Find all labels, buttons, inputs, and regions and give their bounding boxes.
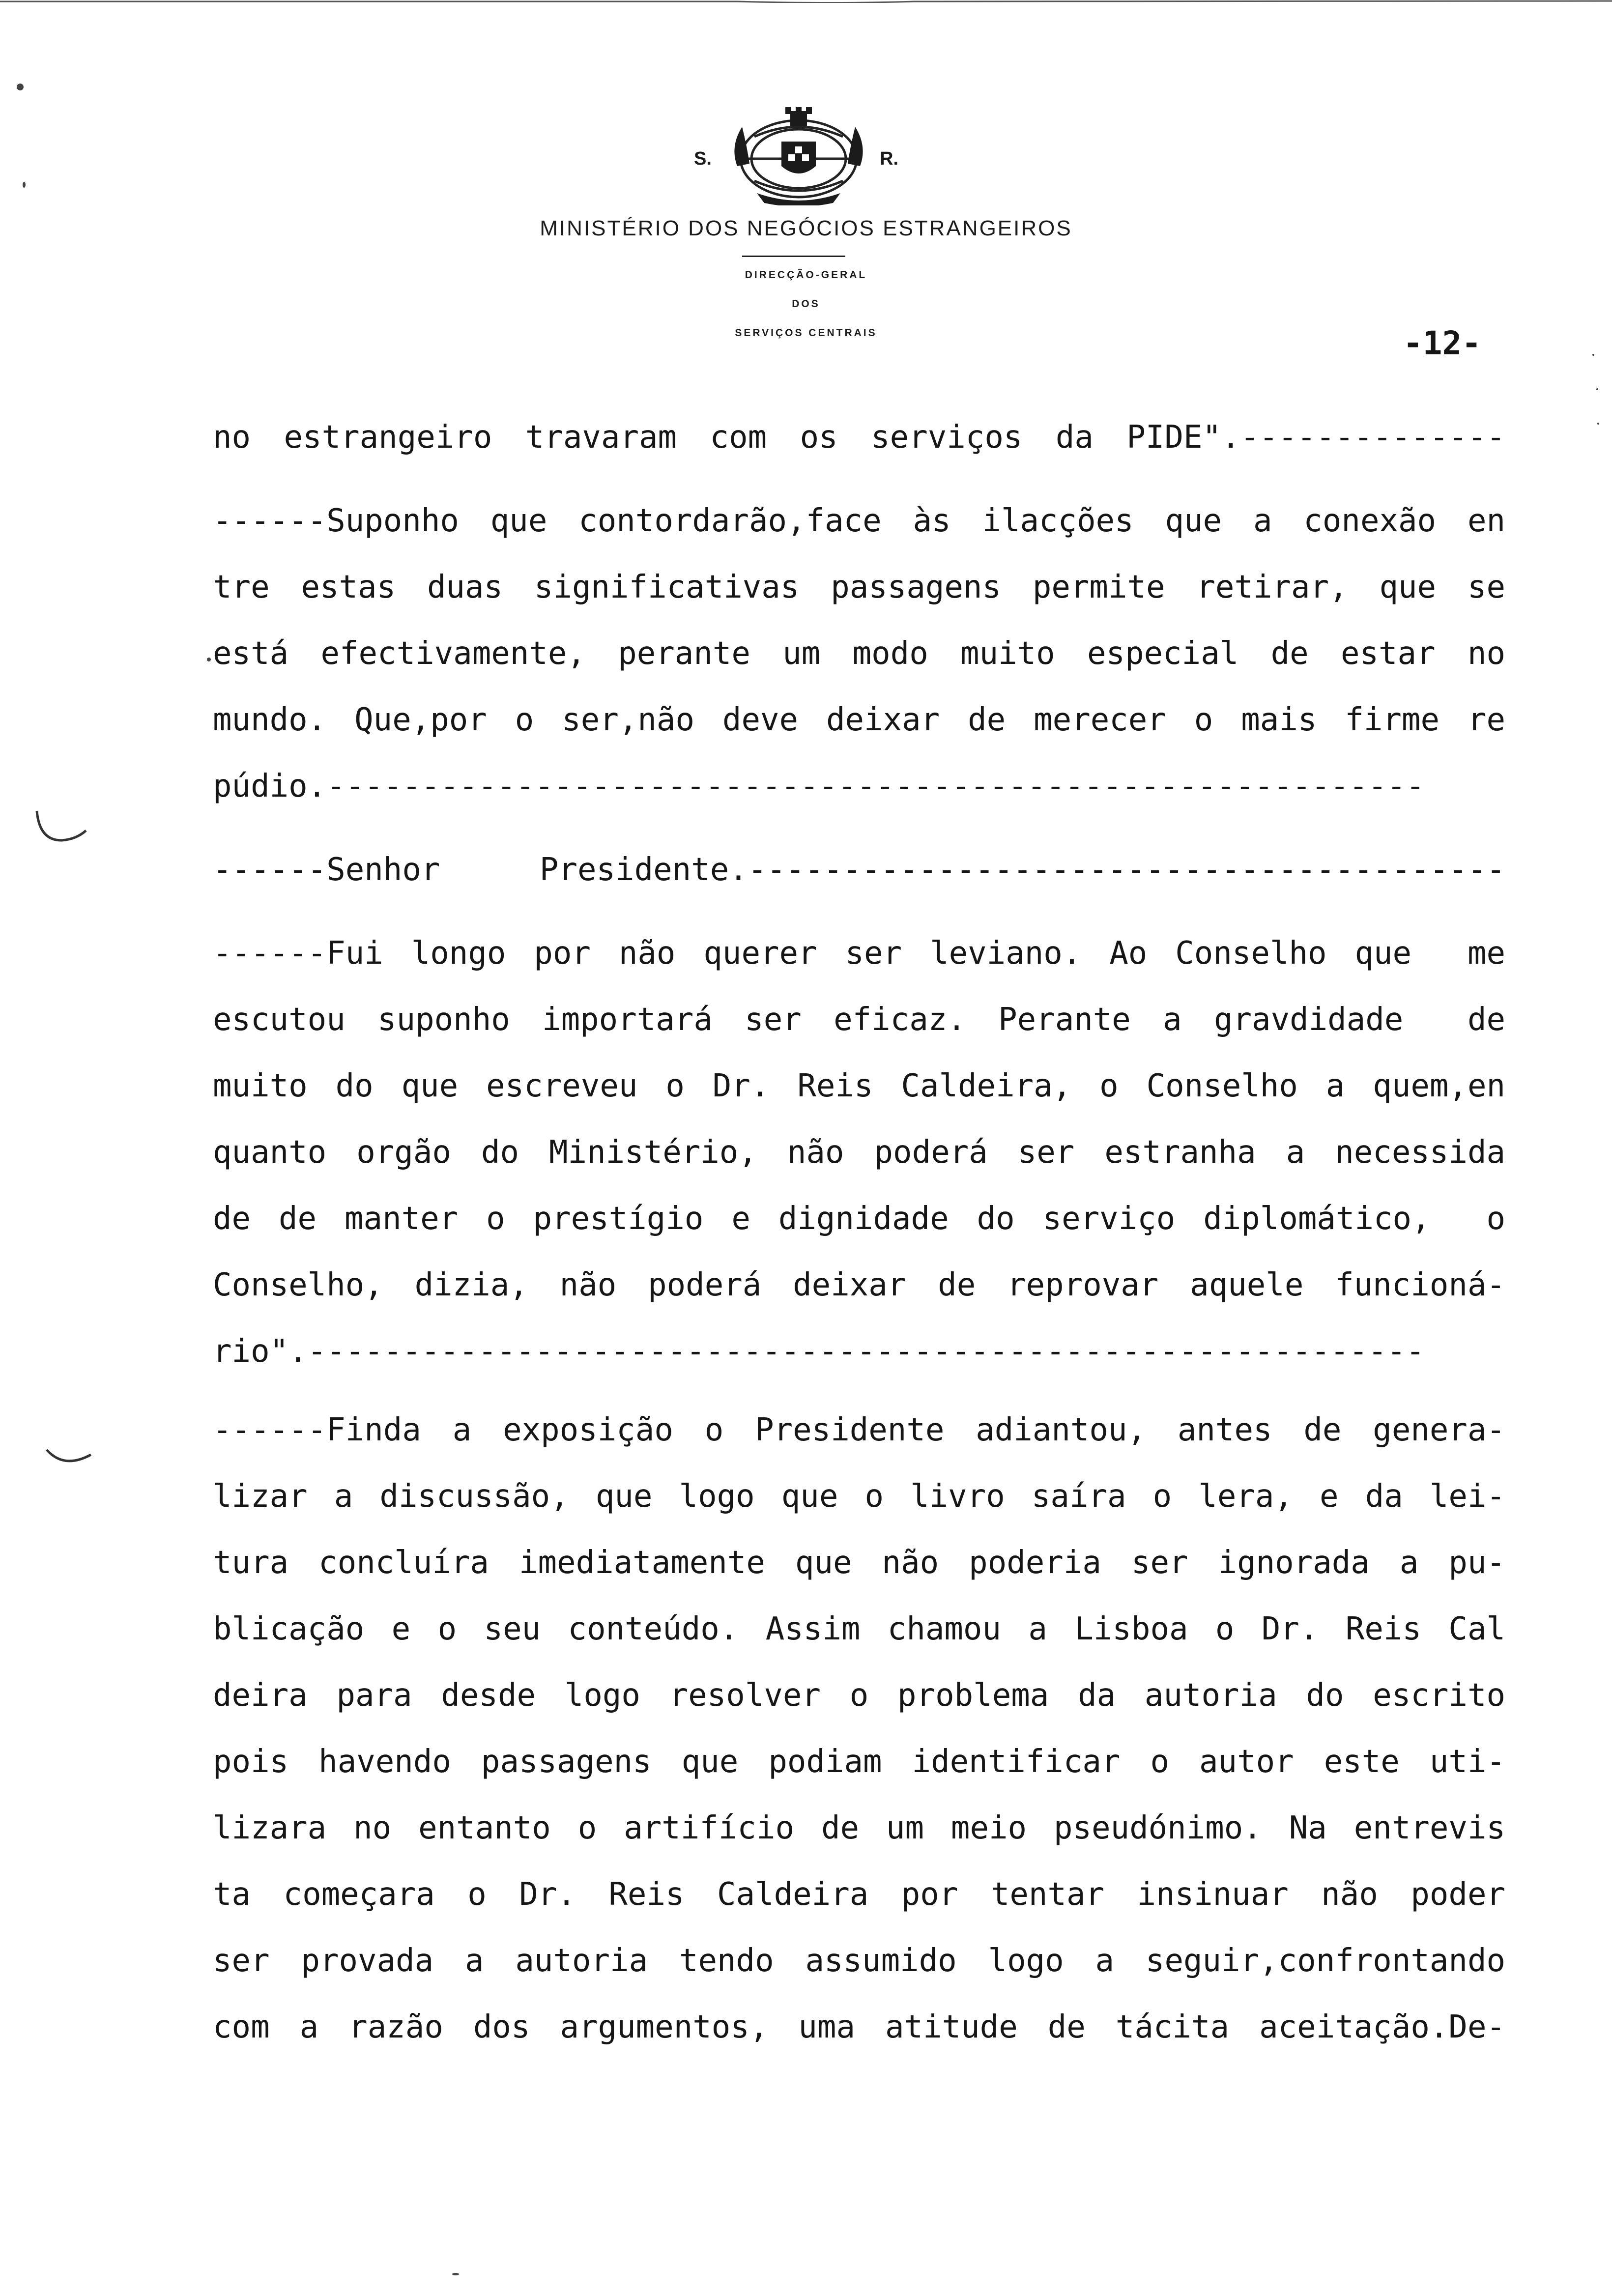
coat-of-arms-icon <box>727 107 870 205</box>
body-line: ------Senhor Presidente.---------------------------------------- <box>213 852 1505 888</box>
scan-speck <box>17 84 24 90</box>
body-line: lizar a discussão, que logo que o livro saíra o lera, e da lei- <box>213 1478 1505 1515</box>
letterhead-initial-s: S. <box>694 148 712 169</box>
scan-speck <box>1596 388 1598 390</box>
body-line: ta começara o Dr. Reis Caldeira por tentar insinuar não poder <box>213 1876 1505 1913</box>
body-line: ------Suponho que contordarão,face às ilacções que a conexão en <box>213 503 1505 539</box>
body-line: deira para desde logo resolver o problema da autoria do escrito <box>213 1677 1505 1714</box>
letterhead-initial-r: R. <box>880 148 898 169</box>
body-line: rio".----------------------------------------------------------- <box>213 1333 1425 1370</box>
scan-speck <box>207 658 211 661</box>
body-line: está efectivamente, perante um modo muito especial de estar no <box>213 635 1505 672</box>
scan-speck <box>1592 354 1594 356</box>
body-line: Conselho, dizia, não poderá deixar de reprovar aquele funcioná- <box>213 1267 1505 1303</box>
body-line: ser provada a autoria tendo assumido logo a seguir,confrontando <box>213 1943 1505 1979</box>
body-line: com a razão dos argumentos, uma atitude de tácita aceitação.De- <box>213 2009 1505 2045</box>
scan-edge-line <box>0 0 1612 3</box>
department-line-2: DOS <box>792 298 820 310</box>
body-line: tre estas duas significativas passagens permite retirar, que se <box>213 569 1505 605</box>
letterhead-rule <box>742 256 845 257</box>
page-number: -12- <box>1403 324 1481 362</box>
margin-arc-mark <box>27 806 91 850</box>
scan-speck <box>23 182 26 188</box>
body-line: no estrangeiro travaram com os serviços da PIDE".-------------- <box>213 419 1505 456</box>
ministry-title: MINISTÉRIO DOS NEGÓCIOS ESTRANGEIROS <box>540 216 1072 240</box>
department-line-3: SERVIÇOS CENTRAIS <box>735 327 877 339</box>
body-line: de de manter o prestígio e dignidade do serviço diplomático, o <box>213 1201 1505 1237</box>
body-line: muito do que escreveu o Dr. Reis Caldeira, o Conselho a quem,en <box>213 1068 1505 1104</box>
body-line: escutou suponho importará ser eficaz. Perante a gravdidade de <box>213 1002 1505 1038</box>
body-line: lizara no entanto o artifício de um meio pseudónimo. Na entrevis <box>213 1810 1505 1846</box>
body-line: pois havendo passagens que podiam identificar o autor este uti- <box>213 1744 1505 1780</box>
scan-speck <box>452 2273 459 2275</box>
body-line: púdio.---------------------------------------------------------- <box>213 768 1425 804</box>
margin-arc-mark <box>39 1445 98 1474</box>
scan-speck <box>1597 423 1599 425</box>
body-line: quanto orgão do Ministério, não poderá ser estranha a necessida <box>213 1134 1505 1171</box>
body-line: ------Fui longo por não querer ser leviano. Ao Conselho que me <box>213 935 1505 972</box>
body-line: mundo. Que,por o ser,não deve deixar de merecer o mais firme re <box>213 702 1505 738</box>
body-line: ------Finda a exposição o Presidente adiantou, antes de genera- <box>213 1412 1505 1448</box>
department-line-1: DIRECÇÃO-GERAL <box>745 269 867 281</box>
body-line: tura concluíra imediatamente que não poderia ser ignorada a pu- <box>213 1545 1505 1581</box>
body-line: blicação e o seu conteúdo. Assim chamou a Lisboa o Dr. Reis Cal <box>213 1611 1505 1647</box>
